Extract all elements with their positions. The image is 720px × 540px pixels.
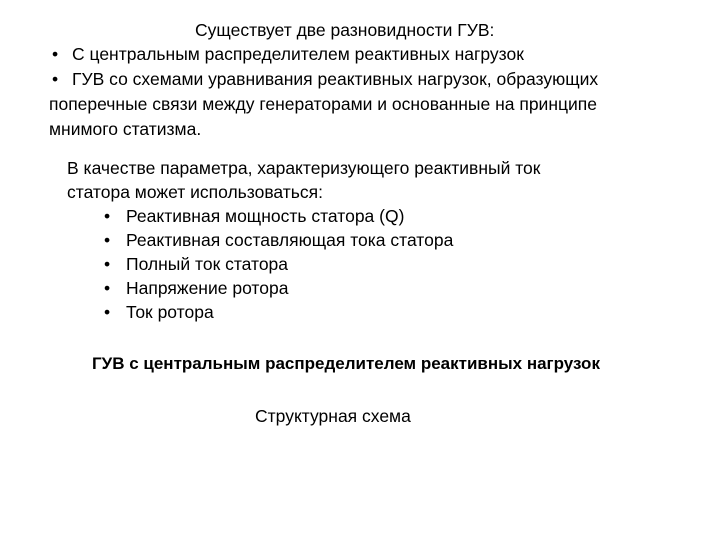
parameter-item-text: Реактивная составляющая тока статора [126, 230, 454, 250]
intro-item-1 [52, 42, 524, 66]
parameter-item-1 [104, 204, 404, 228]
parameter-item-4 [104, 276, 288, 300]
intro-item-text: ГУВ со схемами уравнивания реактивных нагрузок, образующих [72, 69, 599, 89]
bullet-icon: • [104, 206, 111, 226]
parameters-lead-2: статора может использоваться: [67, 182, 324, 202]
parameters-lead-1: В качестве параметра, характеризующего реактивный ток [67, 158, 541, 178]
bullet-icon: • [104, 230, 111, 250]
section-heading: ГУВ с центральным распределителем реактивных нагрузок [92, 354, 600, 373]
bullet-icon: • [104, 278, 111, 298]
bullet-icon: • [52, 44, 59, 64]
parameter-item-text: Ток ротора [126, 302, 214, 322]
intro-item-2 [52, 67, 598, 91]
intro-item-text: С центральным распределителем реактивных нагрузок [72, 44, 524, 64]
parameter-item-5 [104, 300, 214, 324]
parameter-item-text: Полный ток статора [126, 254, 289, 274]
diagram-caption: Структурная схема [255, 406, 411, 426]
parameter-item-2 [104, 228, 453, 252]
parameter-item-3 [104, 252, 288, 276]
intro-continuation-2: мнимого статизма. [49, 119, 202, 139]
bullet-icon: • [104, 302, 111, 322]
intro-title: Существует две разновидности ГУВ: [195, 20, 495, 40]
intro-continuation-1: поперечные связи между генераторами и основанные на принципе [49, 94, 598, 114]
bullet-icon: • [104, 254, 111, 274]
parameter-item-text: Напряжение ротора [126, 278, 289, 298]
parameter-item-text: Реактивная мощность статора (Q) [126, 206, 405, 226]
bullet-icon: • [52, 69, 59, 89]
